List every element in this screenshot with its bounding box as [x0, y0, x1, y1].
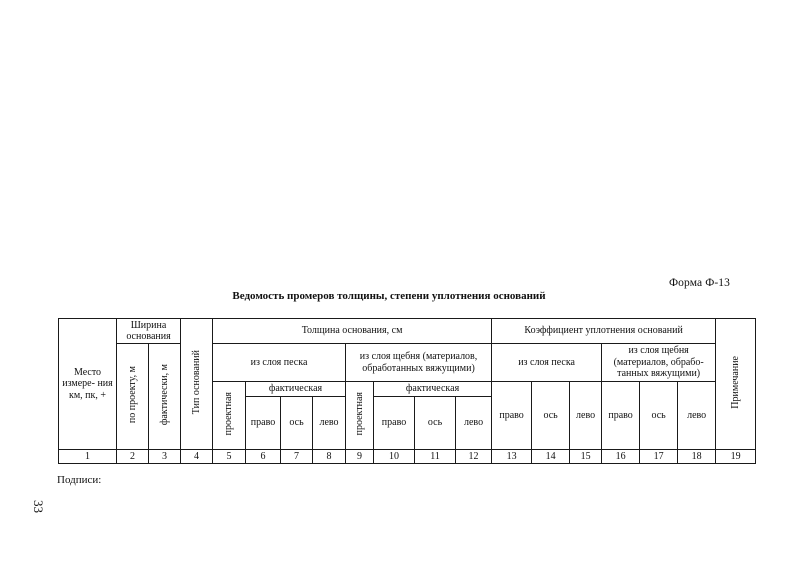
column-number: 4 [181, 450, 213, 464]
header-actual-m: фактически, м [149, 344, 181, 450]
header-gravel-right: право [374, 397, 415, 450]
column-number: 3 [149, 450, 181, 464]
header-compaction-gravel: из слоя щебня (материалов, обрабо- танных вяжущими) [602, 344, 716, 382]
header-compaction-group: Коэффициент уплотнения оснований [492, 319, 716, 344]
header-actual-gravel: фактическая [374, 382, 492, 397]
header-by-project: по проекту, м [117, 344, 149, 450]
header-sand-axis: ось [281, 397, 313, 450]
header-comp-sand-axis: ось [532, 382, 570, 450]
document-title: Ведомость промеров толщины, степени уплотнения оснований [232, 290, 546, 302]
header-comp-gravel-axis: ось [640, 382, 678, 450]
column-number: 15 [570, 450, 602, 464]
column-number: 11 [415, 450, 456, 464]
column-number: 10 [374, 450, 415, 464]
column-number: 2 [117, 450, 149, 464]
header-thickness-gravel: из слоя щебня (материалов, обработанных вяжущими) [346, 344, 492, 382]
column-number: 13 [492, 450, 532, 464]
header-note: Примечание [716, 319, 756, 450]
column-number: 19 [716, 450, 756, 464]
header-gravel-left: лево [456, 397, 492, 450]
column-number: 5 [213, 450, 246, 464]
header-design-sand: проектная [213, 382, 246, 450]
column-number: 18 [678, 450, 716, 464]
measurement-table [58, 318, 756, 464]
header-sand-left: лево [313, 397, 346, 450]
header-comp-gravel-left: лево [678, 382, 716, 450]
header-thickness-sand: из слоя песка [213, 344, 346, 382]
signatures-label: Подписи: [57, 474, 102, 486]
column-number: 9 [346, 450, 374, 464]
header-comp-sand-right: право [492, 382, 532, 450]
column-number: 1 [59, 450, 117, 464]
header-comp-sand-left: лево [570, 382, 602, 450]
header-comp-gravel-right: право [602, 382, 640, 450]
header-place: Место измере- ния км, пк, + [59, 319, 117, 450]
column-number: 7 [281, 450, 313, 464]
header-compaction-sand: из слоя песка [492, 344, 602, 382]
form-label: Форма Ф-13 [669, 277, 731, 289]
column-number: 14 [532, 450, 570, 464]
header-sand-right: право [246, 397, 281, 450]
column-number: 12 [456, 450, 492, 464]
header-gravel-axis: ось [415, 397, 456, 450]
column-number: 8 [313, 450, 346, 464]
header-thickness-group: Толщина основания, см [213, 319, 492, 344]
header-design-gravel: проектная [346, 382, 374, 450]
header-actual-sand: фактическая [246, 382, 346, 397]
column-number: 17 [640, 450, 678, 464]
column-number-row [59, 450, 756, 464]
header-base-type: Тип оснований [181, 319, 213, 450]
column-number: 16 [602, 450, 640, 464]
header-width-group: Ширина основания [117, 319, 181, 344]
page-number: 33 [31, 500, 46, 513]
column-number: 6 [246, 450, 281, 464]
